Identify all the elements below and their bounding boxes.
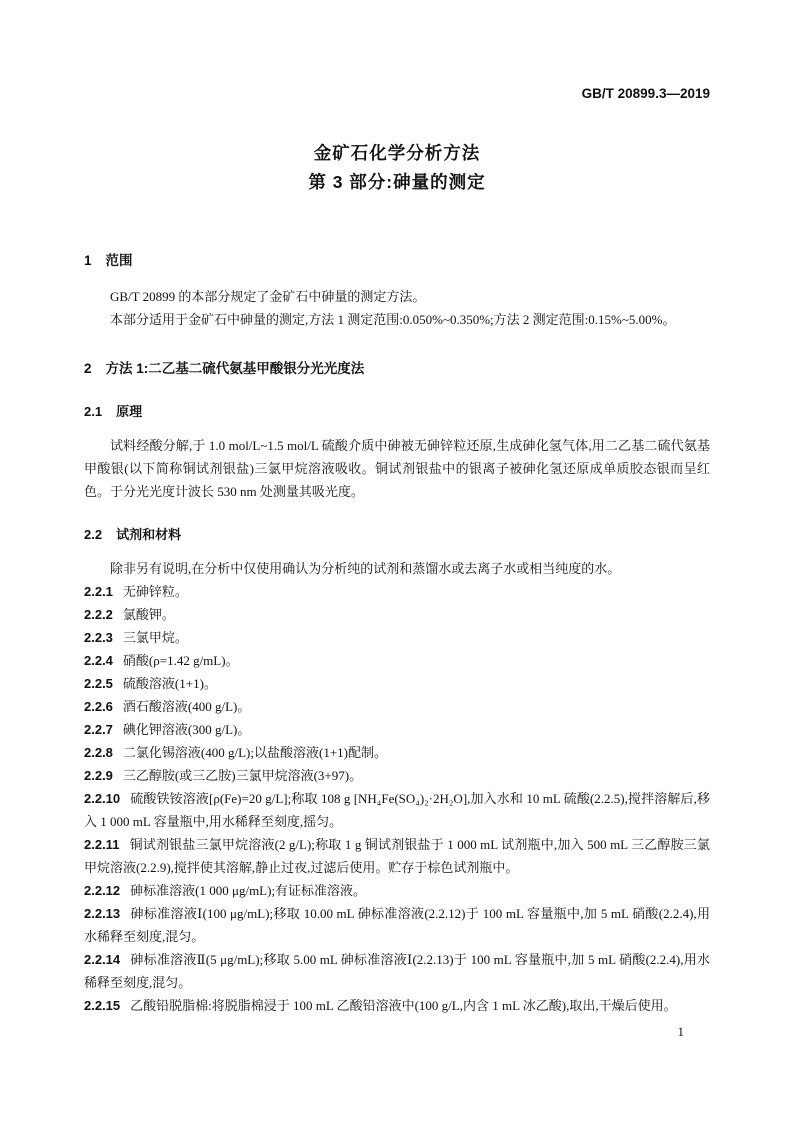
clause-text: 氯酸钾。 — [122, 607, 175, 622]
clause-2-2-10 — [84, 787, 710, 833]
section-2-title: 方法 1:二乙基二硫代氨基甲酸银分光光度法 — [105, 361, 365, 376]
section-2-1-heading — [84, 400, 710, 423]
document-title — [84, 139, 710, 197]
clause-text: 乙酸铅脱脂棉:将脱脂棉浸于 100 mL 乙酸铅溶液中(100 g/L,内含 1 mL 冰乙酸),取出,干燥后使用。 — [130, 998, 677, 1013]
clause-number: 2.2.11 — [84, 837, 120, 852]
clause-number: 2.2.8 — [84, 745, 113, 760]
clause-number: 2.2.7 — [84, 722, 113, 737]
clause-text: 砷标准溶液Ⅱ(5 μg/mL);移取 5.00 mL 砷标准溶液Ⅰ(2.2.13)于 100 mL 容量瓶中,加 5 mL 硝酸(2.2.4),用水稀释至刻度,混匀。 — [84, 952, 710, 990]
clause-text: 铜试剂银盐三氯甲烷溶液(2 g/L);称取 1 g 铜试剂银盐于 1 000 mL 试剂瓶中,加入 500 mL 三乙醇胺三氯甲烷溶液(2.2.9),搅拌使其溶解,静止过夜,过滤后使用。贮存于棕色试剂瓶中。 — [84, 837, 710, 875]
section-2-heading — [84, 357, 710, 380]
section-2-number: 2 — [84, 361, 92, 376]
section-1-heading — [84, 249, 710, 272]
clause-2-2-5 — [84, 672, 710, 695]
section-2-2-title: 试剂和材料 — [116, 527, 182, 542]
section-1-number: 1 — [84, 253, 92, 268]
clause-2-2-3 — [84, 626, 710, 649]
document-title-line2: 第 3 部分:砷量的测定 — [308, 172, 486, 192]
clause-number: 2.2.4 — [84, 653, 113, 668]
section-2-1-paragraph: 试料经酸分解,于 1.0 mol/L~1.5 mol/L 硫酸介质中砷被无砷锌粒还原,生成砷化氢气体,用二乙基二硫代氨基甲酸银(以下简称铜试剂银盐)三氯甲烷溶液吸收。铜试剂银盐中的银离子被砷化氢还原成单质胶态银而呈红色。于分光光度计波长 530 nm 处测量其吸光度。 — [84, 438, 710, 499]
clause-number: 2.2.2 — [84, 607, 113, 622]
section-2-2-heading — [84, 523, 710, 546]
clause-number: 2.2.12 — [84, 883, 121, 898]
clause-2-2-15 — [84, 994, 710, 1017]
section-2-1-title: 原理 — [116, 404, 143, 419]
clause-number: 2.2.10 — [84, 791, 121, 806]
clause-2-2-13 — [84, 902, 710, 948]
clause-2-2-4 — [84, 649, 710, 672]
section-1-paragraph-2: 本部分适用于金矿石中砷量的测定,方法 1 测定范围:0.050%~0.350%;方法 2 测定范围:0.15%~5.00%。 — [110, 312, 676, 327]
document-title-line1: 金矿石化学分析方法 — [313, 143, 481, 163]
clause-text: 硝酸(ρ=1.42 g/mL)。 — [122, 653, 239, 668]
section-2-2-intro: 除非另有说明,在分析中仅使用确认为分析纯的试剂和蒸馏水或去离子水或相当纯度的水。 — [110, 561, 621, 576]
clause-number: 2.2.6 — [84, 699, 113, 714]
clause-2-2-1 — [84, 580, 710, 603]
clause-number: 2.2.9 — [84, 768, 113, 783]
clause-text: 砷标准溶液(1 000 μg/mL);有证标准溶液。 — [130, 883, 367, 898]
section-2-2-number: 2.2 — [84, 527, 103, 542]
clause-2-2-9 — [84, 764, 710, 787]
standard-number: GB/T 20899.3—2019 — [581, 86, 710, 101]
page-number: 1 — [677, 1024, 684, 1039]
clause-number: 2.2.3 — [84, 630, 113, 645]
clause-2-2-11 — [84, 833, 710, 879]
section-1-title: 范围 — [105, 253, 133, 268]
section-1-paragraph-1: GB/T 20899 的本部分规定了金矿石中砷量的测定方法。 — [110, 289, 426, 304]
clause-2-2-12 — [84, 879, 710, 902]
clause-2-2-7 — [84, 718, 710, 741]
clause-text: 二氯化锡溶液(400 g/L);以盐酸溶液(1+1)配制。 — [122, 745, 387, 760]
clause-number: 2.2.1 — [84, 584, 113, 599]
section-2-1-number: 2.1 — [84, 404, 103, 419]
clause-text: 硫酸铁铵溶液[ρ(Fe)=20 g/L];称取 108 g [NH₄Fe(SO₄)₂·2H₂O],加入水和 10 mL 硫酸(2.2.5),搅拌溶解后,移入 1 000 mL 容量瓶中,用水稀释至刻度,摇匀。 — [84, 791, 710, 829]
clause-text: 硫酸溶液(1+1)。 — [122, 676, 217, 691]
clause-number: 2.2.15 — [84, 998, 121, 1013]
clause-number: 2.2.14 — [84, 952, 121, 967]
clause-text: 砷标准溶液Ⅰ(100 μg/mL);移取 10.00 mL 砷标准溶液(2.2.12)于 100 mL 容量瓶中,加 5 mL 硝酸(2.2.4),用水稀释至刻度,混匀。 — [84, 906, 710, 944]
clause-number: 2.2.13 — [84, 906, 121, 921]
clause-text: 三氯甲烷。 — [122, 630, 188, 645]
clause-text: 无砷锌粒。 — [122, 584, 188, 599]
clause-2-2-6 — [84, 695, 710, 718]
clause-2-2-2 — [84, 603, 710, 626]
clause-text: 酒石酸溶液(400 g/L)。 — [122, 699, 251, 714]
clause-2-2-14 — [84, 948, 710, 994]
clause-text: 碘化钾溶液(300 g/L)。 — [122, 722, 251, 737]
clause-2-2-8 — [84, 741, 710, 764]
clause-text: 三乙醇胺(或三乙胺)三氯甲烷溶液(3+97)。 — [122, 768, 363, 783]
clause-number: 2.2.5 — [84, 676, 113, 691]
